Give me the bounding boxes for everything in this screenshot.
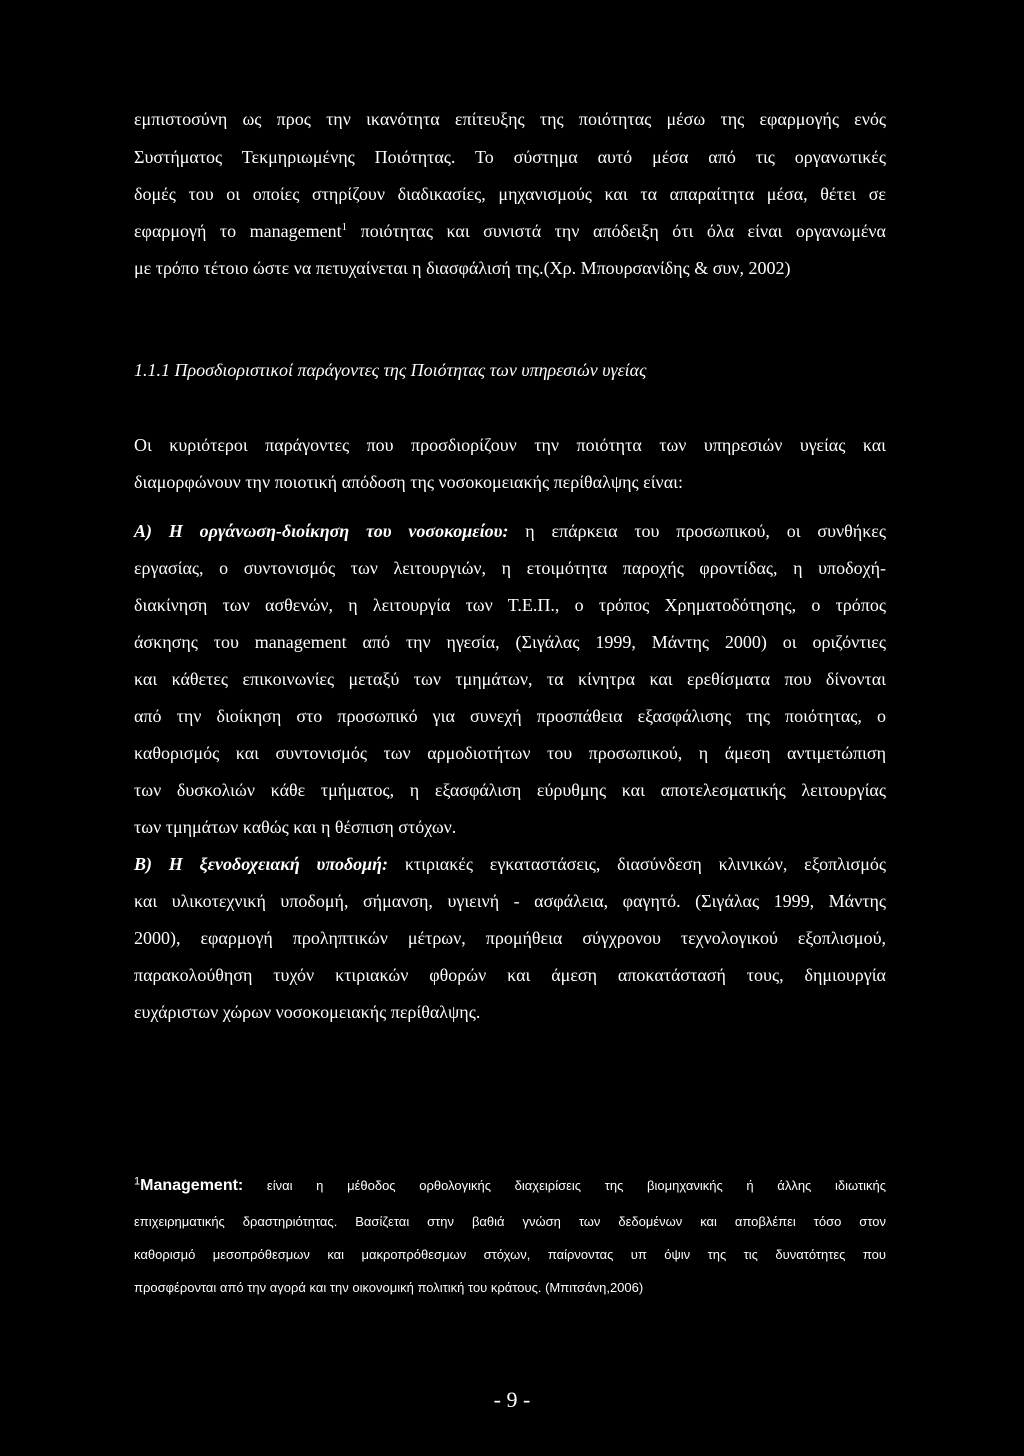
footnote-reference: 1 [341,221,348,233]
paragraph-1-line: με τρόπο τέτοιο ώστε να πετυχαίνεται η διασφάλισή της.(Χρ. Μπουρσανίδης & συν, 2002) [134,258,791,278]
factor-a-line: άσκησης του management από την ηγεσία, (Σιγάλας 1999, Μάντης 2000) οι οριζόντιες [134,632,886,652]
page-number: - 9 - [493,1387,531,1412]
factor-a-label: Α) Η οργάνωση-διοίκηση του νοσοκομείου: [134,521,509,541]
text-segment: η επάρκεια του προσωπικού, οι συνθήκες [508,521,886,541]
factor-b-line: 2000), εφαρμογή προληπτικών μέτρων, προμήθεια σύγχρονου τεχνολογικού εξοπλισμού, [134,928,886,948]
factor-a-line: εργασίας, ο συντονισμός των λειτουργιών, η ετοιμότητα παροχής φροντίδας, η υποδοχή- [134,558,886,578]
paragraph-1-line: εμπιστοσύνη ως προς την ικανότητα επίτευξης της ποιότητας μέσω της εφαρμογής ενός [134,109,886,129]
factor-a-line: και κάθετες επικοινωνίες μεταξύ των τμημάτων, τα κίνητρα και ερεθίσματα που δίνονται [134,669,886,689]
factor-a-line: καθορισμός και συντονισμός των αρμοδιοτήτων του προσωπικού, η άμεση αντιμετώπιση [134,743,886,763]
footnote-marker: 1 [134,1175,141,1188]
factor-b-first-line [134,853,886,875]
factor-b-line: και υλικοτεχνική υποδομή, σήμανση, υγιεινή - ασφάλεια, φαγητό. (Σιγάλας 1999, Μάντης [134,891,886,911]
paragraph-1-line: Συστήματος Τεκμηριωμένης Ποιότητας. Το σύστημα αυτό μέσα από τις οργανωτικές [134,147,886,167]
footnote-term: Management: [140,1177,244,1194]
factor-a-first-line [134,520,886,542]
footnote-line: προσφέρονται από την αγορά και την οικονομική πολιτική του κράτους. (Μπιτσάνη,2006) [134,1280,644,1295]
factor-a-line: διακίνηση των ασθενών, η λειτουργία των Τ.Ε.Π., ο τρόπος Χρηματοδότησης, ο τρόπος [134,595,886,615]
section-heading: 1.1.1 Προσδιοριστικοί παράγοντες της Ποιότητας των υπηρεσιών υγείας [134,360,647,380]
factor-b-line: παρακολούθηση τυχόν κτιριακών φθορών και άμεση αποκατάστασή τους, δημιουργία [134,965,886,985]
footnote-first-line [134,1177,886,1195]
intro-line: Οι κυριότεροι παράγοντες που προσδιορίζουν την ποιότητα των υπηρεσιών υγείας και [134,435,886,455]
factor-a-line: από την διοίκηση στο προσωπικό για συνεχή προσπάθεια εξασφάλισης της ποιότητας, ο [134,706,886,726]
factor-a-line: των δυσκολιών κάθε τμήματος, η εξασφάλιση εύρυθμης και αποτελεσματικής λειτουργίας [134,780,886,800]
text-segment: ποιότητας και συνιστά την απόδειξη ότι όλα είναι οργανωμένα [347,221,886,241]
paragraph-1-line: δομές του οι οποίες στηρίζουν διαδικασίες, μηχανισμούς και τα απαραίτητα μέσα, θέτει σε [134,184,886,204]
factor-b-line: ευχάριστων χώρων νοσοκομειακής περίθαλψης. [134,1002,481,1022]
text-segment: εφαρμογή το management [134,221,342,241]
footnote-line: επιχειρηματικής δραστηριότητας. Βασίζεται στην βαθιά γνώση των δεδομένων και αποβλέπει τόσο στον [134,1214,886,1229]
text-segment: είναι η μέθοδος ορθολογικής διαχειρίσεις της βιομηχανικής ή άλλης ιδιωτικής [243,1178,886,1193]
paragraph-1-line [134,220,886,242]
factor-a-line: των τμημάτων καθώς και η θέσπιση στόχων. [134,817,457,837]
text-segment: κτιριακές εγκαταστάσεις, διασύνδεση κλινικών, εξοπλισμός [388,854,886,874]
footnote-line: καθορισμό μεσοπρόθεσμων και μακροπρόθεσμων στόχων, παίρνοντας υπ όψιν της τις δυνατότητες που [134,1247,886,1262]
factor-b-label: Β) Η ξενοδοχειακή υποδομή: [134,854,389,874]
intro-line: διαμορφώνουν την ποιοτική απόδοση της νοσοκομειακής περίθαλψης είναι: [134,472,683,492]
